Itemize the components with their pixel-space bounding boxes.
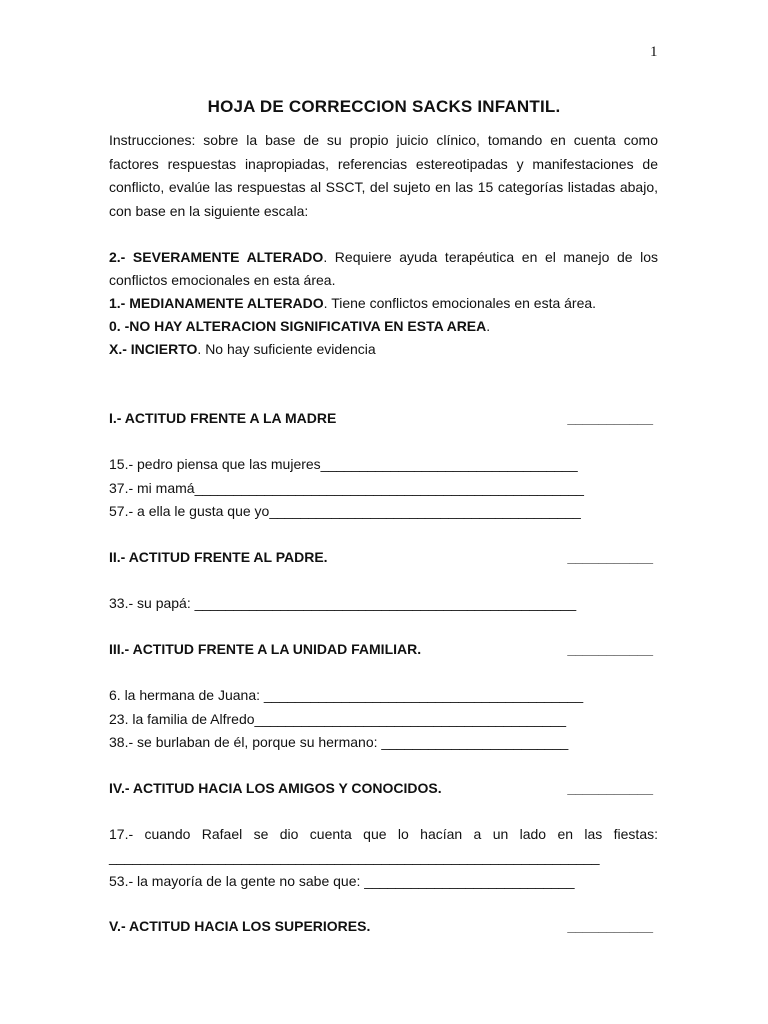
sentence-item[interactable]: 33.- su papá: _________________________________________________ bbox=[109, 595, 577, 611]
scale-item-0-label: 0. -NO HAY ALTERACION SIGNIFICATIVA EN ESTA AREA bbox=[109, 318, 487, 334]
score-blank[interactable]: ___________ bbox=[567, 918, 653, 934]
page-title: HOJA DE CORRECCION SACKS INFANTIL. bbox=[207, 97, 561, 116]
sentence-item[interactable]: 6. la hermana de Juana: _________________________________________ bbox=[109, 687, 584, 703]
scale-item-x-label: X.- INCIERTO bbox=[109, 341, 198, 357]
sentence-item[interactable]: 23. la familia de Alfredo________________________________________ bbox=[109, 711, 566, 727]
score-blank[interactable]: ___________ bbox=[567, 410, 653, 426]
section-heading-familia bbox=[109, 641, 658, 661]
section-heading-label: II.- ACTITUD FRENTE AL PADRE. bbox=[109, 549, 328, 565]
sentence-item-blank-line[interactable]: _______________________________________________________________ bbox=[109, 849, 600, 865]
sentence-item[interactable]: 57.- a ella le gusta que yo________________________________________ bbox=[109, 503, 581, 519]
section-heading-amigos bbox=[109, 780, 658, 800]
scale-item-0-text: . bbox=[486, 318, 491, 334]
scale-item-1-label: 1.- MEDIANAMENTE ALTERADO bbox=[109, 295, 324, 311]
sentence-item[interactable]: 38.- se burlaban de él, porque su hermano: ________________________ bbox=[109, 734, 569, 750]
sentence-item[interactable]: 53.- la mayoría de la gente no sabe que: ___________________________ bbox=[109, 873, 575, 889]
score-blank[interactable]: ___________ bbox=[567, 641, 653, 657]
section-heading-label: V.- ACTITUD HACIA LOS SUPERIORES. bbox=[109, 918, 371, 934]
sentence-item[interactable]: 17.- cuando Rafael se dio cuenta que lo hacían a un lado en las fiestas: bbox=[109, 826, 658, 842]
scale-item-1 bbox=[109, 292, 658, 315]
rating-scale bbox=[109, 246, 658, 361]
section-heading-label: IV.- ACTITUD HACIA LOS AMIGOS Y CONOCIDOS. bbox=[109, 780, 442, 796]
scale-item-x-text: . No hay suficiente evidencia bbox=[197, 341, 376, 357]
scale-item-2-label: 2.- SEVERAMENTE ALTERADO bbox=[109, 249, 324, 265]
score-blank[interactable]: ___________ bbox=[567, 549, 653, 565]
section-heading-label: III.- ACTITUD FRENTE A LA UNIDAD FAMILIAR. bbox=[109, 641, 422, 657]
section-heading-superiores bbox=[109, 918, 658, 938]
scale-item-1-text: . Tiene conflictos emocionales en esta área. bbox=[323, 295, 597, 311]
scale-item-0 bbox=[109, 315, 658, 338]
section-heading-padre bbox=[109, 549, 658, 569]
sentence-item[interactable]: 37.- mi mamá__________________________________________________ bbox=[109, 480, 584, 496]
scale-item-x bbox=[109, 338, 658, 361]
page-number: 1 bbox=[650, 44, 658, 60]
section-heading-label: I.- ACTITUD FRENTE A LA MADRE bbox=[109, 410, 337, 426]
scale-item-2-text: . Requiere ayuda terapéutica en el manejo de los conflictos emocionales en esta área. bbox=[109, 249, 659, 288]
instructions-paragraph: Instrucciones: sobre la base de su propio juicio clínico, tomando en cuenta como factores respuestas inapropiadas, referencias estereotipadas y manifestaciones de conflicto, evalúe las respuestas al SSCT, del sujeto en las 15 categorías listadas abajo, con base en la siguiente escala: bbox=[109, 132, 658, 219]
score-blank[interactable]: ___________ bbox=[567, 780, 653, 796]
section-heading-madre bbox=[109, 410, 658, 430]
scale-item-2 bbox=[109, 246, 658, 292]
sentence-item[interactable]: 15.- pedro piensa que las mujeres_________________________________ bbox=[109, 456, 578, 472]
